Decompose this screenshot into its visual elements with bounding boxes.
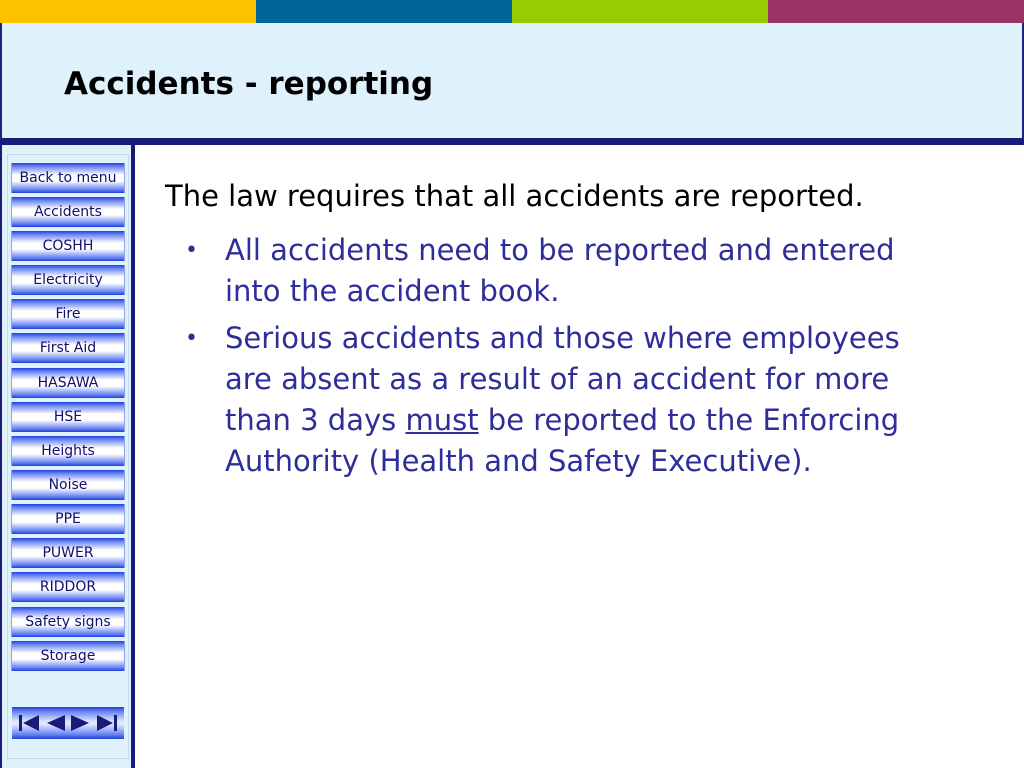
next-slide-icon[interactable] <box>69 713 93 733</box>
menu-button-hse[interactable]: HSE <box>11 402 125 432</box>
menu-button-ppe[interactable]: PPE <box>11 504 125 534</box>
top-color-bar <box>0 0 1024 23</box>
header-divider <box>0 138 1024 145</box>
bullet-dot-icon: • <box>185 238 198 263</box>
bullet-dot-icon: • <box>185 326 198 351</box>
slide-nav-controls <box>12 707 124 739</box>
menu-button-puwer[interactable]: PUWER <box>11 538 125 568</box>
color-seg-3 <box>512 0 768 23</box>
menu-button-storage[interactable]: Storage <box>11 641 125 671</box>
sidebar <box>0 145 135 768</box>
menu-button-heights[interactable]: Heights <box>11 436 125 466</box>
menu-button-accidents[interactable]: Accidents <box>11 197 125 227</box>
bullet-item <box>185 318 945 482</box>
menu-button-safety-signs[interactable]: Safety signs <box>11 607 125 637</box>
menu-button-electricity[interactable]: Electricity <box>11 265 125 295</box>
slide-content <box>165 178 965 478</box>
last-slide-icon[interactable] <box>95 713 119 733</box>
bullet-text-pre: Serious accidents and those where employees are absent as a result of an accident for more than 3 days <box>225 321 900 437</box>
bullet-text: All accidents need to be reported and entered into the accident book. <box>225 233 895 308</box>
color-seg-2 <box>256 0 512 23</box>
lead-sentence: The law requires that all accidents are reported. <box>165 179 864 213</box>
bullet-list <box>185 230 945 488</box>
color-seg-4 <box>768 0 1024 23</box>
menu-button-riddor[interactable]: RIDDOR <box>11 572 125 602</box>
slide-header <box>0 23 1024 139</box>
menu-button-noise[interactable]: Noise <box>11 470 125 500</box>
menu-button-coshh[interactable]: COSHH <box>11 231 125 261</box>
menu-panel <box>7 154 129 759</box>
menu-button-first-aid[interactable]: First Aid <box>11 333 125 363</box>
menu-button-fire[interactable]: Fire <box>11 299 125 329</box>
bullet-text-post: be reported to the Enforcing Authority (Health and Safety Executive). <box>225 403 900 478</box>
menu-button-hasawa[interactable]: HASAWA <box>11 368 125 398</box>
color-seg-1 <box>0 0 256 23</box>
menu-button-back[interactable]: Back to menu <box>11 163 125 193</box>
emphasis-must: must <box>405 403 479 437</box>
bullet-item <box>185 230 945 312</box>
first-slide-icon[interactable] <box>17 713 41 733</box>
previous-slide-icon[interactable] <box>43 713 67 733</box>
slide-title: Accidents - reporting <box>64 66 434 102</box>
